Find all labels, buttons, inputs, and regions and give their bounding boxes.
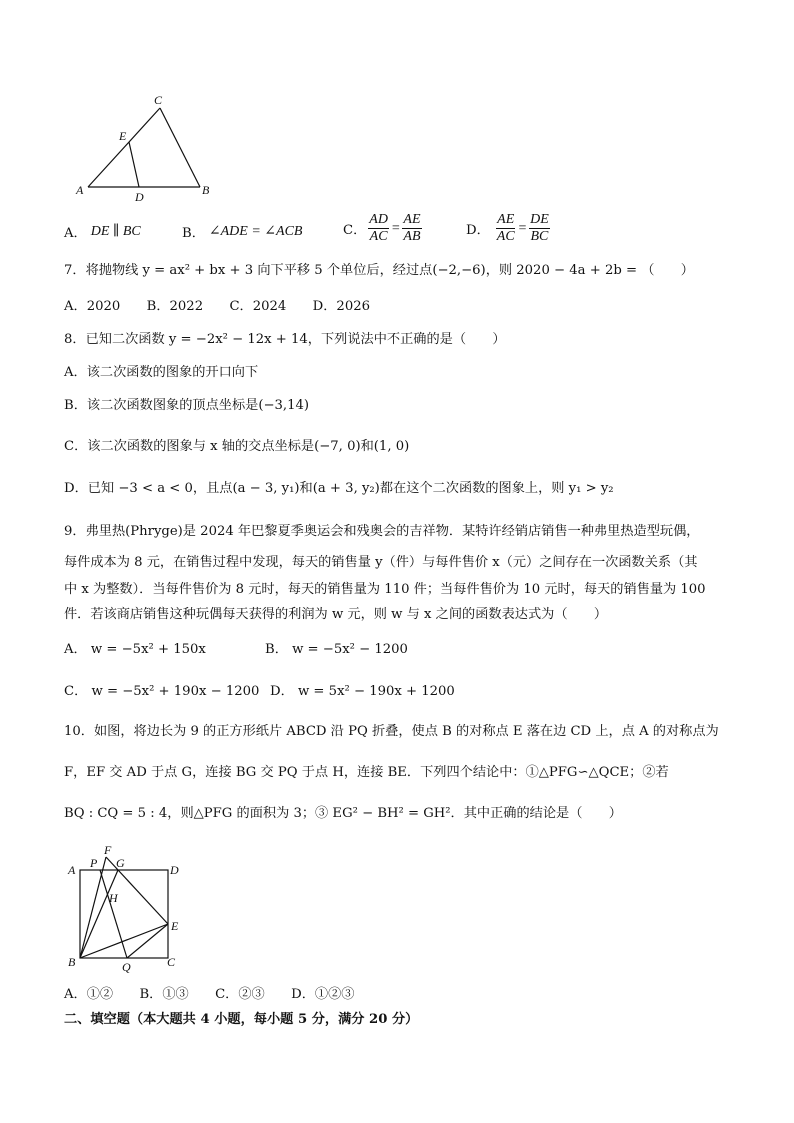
label-C: C (167, 955, 176, 969)
q9-option-b: B． w = −5x² − 1200 (265, 642, 408, 657)
equals-sign: = (517, 220, 528, 236)
q8-option-d: D．已知 −3 < a < 0，且点(a − 3, y₁)和(a + 3, y₂)都在这个二次函数的图象上，则 y₁ > y₂ (64, 481, 614, 496)
label-A: A (76, 183, 84, 197)
q8-option-c: C．该二次函数的图象与 x 轴的交点坐标是(−7, 0)和(1, 0) (64, 439, 410, 454)
q9-line-2: 每件成本为 8 元，在销售过程中发现，每天的销售量 y（件）与每件售价 x（元）之间存在一次函数关系（其 (64, 555, 698, 570)
option-label: C． (343, 223, 367, 238)
option-label: D． (466, 223, 490, 238)
label-C: C (154, 93, 163, 107)
denominator: BC (530, 229, 549, 244)
square-fold-figure (60, 842, 190, 974)
label-F: F (104, 843, 112, 857)
equals-sign: = (390, 220, 401, 236)
segment-QE (127, 924, 168, 958)
fraction (496, 212, 516, 245)
q8-option-a: A．该二次函数的图象的开口向下 (64, 365, 259, 380)
q8-option-b: B．该二次函数图象的顶点坐标是(−3,14) (64, 398, 310, 413)
q6-option-b (182, 222, 302, 241)
label-B: B (68, 955, 76, 969)
q9-line-4: 件．若该商店销售这种玩偶每天获得的利润为 w 元，则 w 与 x 之间的函数表达式为（ ） (64, 607, 608, 622)
triangle-figure (60, 90, 230, 210)
numerator: AD (369, 212, 388, 227)
q9-option-d: D． w = 5x² − 190x + 1200 (270, 684, 455, 699)
segment-AC (88, 108, 160, 187)
section-heading: 二、填空题（本大题共 4 小题，每小题 5 分，满分 20 分） (64, 1012, 419, 1027)
q6-option-a (64, 222, 141, 241)
denominator: AC (496, 229, 515, 244)
q10-line-1: 10．如图，将边长为 9 的正方形纸片 ABCD 沿 PQ 折叠，使点 B 的对称点 E 落在边 CD 上，点 A 的对称点为 (64, 724, 719, 739)
q9-line-1: 9．弗里热(Phryge)是 2024 年巴黎夏季奥运会和残奥会的吉祥物．某特许经销店销售一种弗里热造型玩偶， (64, 524, 700, 539)
q6-option-c (343, 212, 424, 245)
q8-stem: 8．已知二次函数 y = −2x² − 12x + 14，下列说法中不正确的是（ ） (64, 332, 506, 347)
fraction (368, 212, 389, 245)
q9-line-3: 中 x 为整数）．当每件售价为 8 元时，每天的销售量为 110 件；当每件售价为 10 元时，每天的销售量为 100 (64, 582, 706, 597)
label-E: E (171, 919, 179, 933)
q6-option-d (466, 212, 552, 245)
label-P: P (90, 856, 98, 870)
q9-option-a: A． w = −5x² + 150x (64, 642, 206, 657)
q10-options: A．①② B．①③ C．②③ D．①②③ (64, 987, 355, 1002)
label-D: D (135, 190, 144, 204)
option-expression: DE ∥ BC (90, 224, 141, 239)
numerator: AE (497, 212, 515, 227)
label-E: E (119, 129, 127, 143)
q10-line-3: BQ : CQ = 5 : 4，则△PFG 的面积为 3；③ EG² − BH² = GH²．其中正确的结论是（ ） (64, 806, 622, 821)
label-H: H (109, 891, 118, 905)
segment-CB (160, 108, 200, 187)
numerator: DE (530, 212, 549, 227)
label-A: A (68, 863, 76, 877)
numerator: AE (403, 212, 421, 227)
square-ABCD (80, 870, 168, 958)
q9-option-c: C． w = −5x² + 190x − 1200 (64, 684, 260, 699)
label-Q: Q (122, 960, 131, 974)
denominator: AB (403, 229, 421, 244)
q7-stem: 7．将抛物线 y = ax² + bx + 3 向下平移 5 个单位后，经过点(−2,−6)，则 2020 − 4a + 2b = （ ） (64, 263, 694, 278)
fraction (529, 212, 550, 245)
denominator: AC (369, 229, 388, 244)
label-D: D (170, 863, 179, 877)
label-B: B (202, 183, 210, 197)
q10-line-2: F，EF 交 AD 于点 G，连接 BG 交 PQ 于点 H，连接 BE．下列四个结论中：①△PFG∽△QCE；②若 (64, 765, 669, 780)
option-label: B． (182, 226, 205, 241)
label-G: G (116, 856, 125, 870)
option-expression: ∠ADE = ∠ACB (208, 224, 303, 239)
q7-options: A．2020 B．2022 C．2024 D．2026 (64, 299, 370, 314)
segment-BE (80, 924, 168, 958)
segment-ED (129, 142, 139, 187)
fraction (402, 212, 421, 245)
option-label: A． (64, 226, 87, 241)
